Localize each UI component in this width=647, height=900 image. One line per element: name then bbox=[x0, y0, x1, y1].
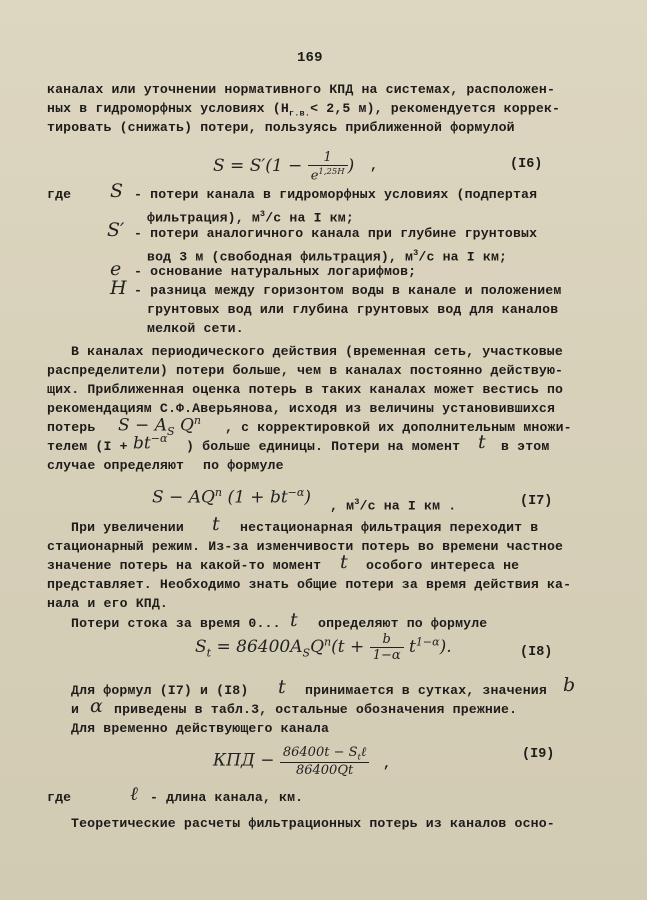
symbol-t: t bbox=[212, 513, 220, 535]
text-line: представляет. Необходимо знать общие потери за время действия ка- bbox=[47, 577, 572, 592]
text-line: каналах или уточнении нормативного КПД на системах, расположен- bbox=[47, 82, 556, 97]
equation-17: $S - AQ^n$ $(1 + bt^{-\alpha})$ bbox=[152, 486, 312, 508]
text-line: нестационарная фильтрация переходит в bbox=[240, 520, 539, 535]
symbol-S: S bbox=[110, 180, 124, 202]
symbol-t: t bbox=[340, 551, 348, 573]
text-line: нала и его КПД. bbox=[47, 596, 168, 611]
where-label: где bbox=[47, 187, 72, 202]
equation-18: $S_t = 86400A_SQ^n(t$ + $\frac{b}{1-\alpha}$ $t^{1-\alpha}$). bbox=[195, 632, 452, 663]
text-line: В каналах периодического действия (временная сеть, участковые bbox=[71, 344, 563, 359]
text-line: Теоретические расчеты фильтрационных потерь из каналов осно- bbox=[71, 816, 555, 831]
text-line: телем (I + bbox=[47, 439, 128, 454]
text-line: грунтовых вод или глубина грунтовых вод для каналов bbox=[147, 302, 559, 317]
symbol-e: e bbox=[110, 258, 122, 280]
text-line: - потери аналогичного канала при глубине грунтовых bbox=[134, 226, 538, 241]
inline-formula-multiplier: $bt^{-\alpha}$ bbox=[133, 432, 168, 454]
text-line: ) больше единицы. Потери на момент bbox=[186, 439, 461, 454]
symbol-t: t bbox=[278, 676, 286, 698]
equation-16-number: (I6) bbox=[510, 157, 543, 172]
text-line: потерь bbox=[47, 420, 96, 435]
text-line: вод 3 м (свободная фильтрация), $м^3/с$ на I км; bbox=[147, 248, 508, 265]
text-line: , с корректировкой их дополнительным множи- bbox=[225, 420, 572, 435]
text-line: - длина канала, км. bbox=[150, 790, 304, 805]
equation-18-number: (I8) bbox=[520, 645, 553, 660]
equation-comma: , bbox=[370, 158, 379, 173]
text-line: Потери стока за время 0... bbox=[71, 616, 281, 631]
text-line: мелкой сети. bbox=[147, 321, 244, 336]
equation-17-number: (I7) bbox=[520, 494, 553, 509]
equation-17-unit: , $м^3/с$ на I км . bbox=[330, 497, 457, 514]
inline-formula-steady: $S - A_S$ $Q^n$ bbox=[118, 414, 202, 439]
text-line: определяют по формуле bbox=[318, 616, 488, 631]
symbol-b: b bbox=[563, 674, 576, 696]
text-line: случае определяют bbox=[47, 458, 185, 473]
symbol-alpha: α bbox=[90, 695, 103, 717]
text-line: - потери канала в гидроморфных условиях (подпертая bbox=[134, 187, 538, 202]
text-line: стационарный режим. Из-за изменчивости потерь во времени частное bbox=[47, 539, 564, 554]
equation-19: КПД − $\frac{86400t - S_t\ell}{86400Qt}$ bbox=[213, 744, 369, 778]
symbol-t: t bbox=[478, 431, 486, 453]
equation-16: S = S′(1 − $\frac{1}{e^{1,25H}}$ ) bbox=[213, 150, 355, 184]
text-line: значение потерь на какой-то момент bbox=[47, 558, 322, 573]
text-line: - основание натуральных логарифмов; bbox=[134, 264, 417, 279]
page-number: 169 bbox=[297, 50, 323, 66]
equation-comma: , bbox=[383, 756, 392, 771]
text-line: распределители) потери больше, чем в каналах постоянно действую- bbox=[47, 363, 564, 378]
equation-19-number: (I9) bbox=[522, 747, 555, 762]
text-line: ных в гидроморфных условиях ($H_{г.в.}< 2,5$ м), рекомендуется коррек- bbox=[47, 101, 561, 119]
text-line: щих. Приближенная оценка потерь в таких каналах может вестись по bbox=[47, 382, 564, 397]
text-line: тировать (снижать) потери, пользуясь приближенной формулой bbox=[47, 120, 515, 135]
text-line: приведены в табл.3, остальные обозначения прежние. bbox=[114, 702, 518, 717]
text-line: особого интереса не bbox=[366, 558, 520, 573]
text-line: рекомендациям С.Ф.Аверьянова, исходя из величины установившихся bbox=[47, 401, 556, 416]
text-line: Для временно действующего канала bbox=[71, 721, 330, 736]
text-line: и bbox=[71, 702, 80, 717]
symbol-l: ℓ bbox=[130, 783, 138, 805]
symbol-H: H bbox=[110, 277, 127, 299]
text-line: по формуле bbox=[203, 458, 284, 473]
text-line: фильтрация), $м^3/с$ на I км; bbox=[147, 209, 354, 226]
text-line: принимается в сутках, значения bbox=[305, 683, 547, 698]
where-label: где bbox=[47, 790, 72, 805]
text-line: Для формул (I7) и (I8) bbox=[71, 683, 249, 698]
text-line: в этом bbox=[501, 439, 550, 454]
symbol-t: t bbox=[290, 609, 298, 631]
text-line: - разница между горизонтом воды в канале и положением bbox=[134, 283, 562, 298]
symbol-S-prime: S′ bbox=[107, 219, 125, 241]
text-line: При увеличении bbox=[71, 520, 184, 535]
